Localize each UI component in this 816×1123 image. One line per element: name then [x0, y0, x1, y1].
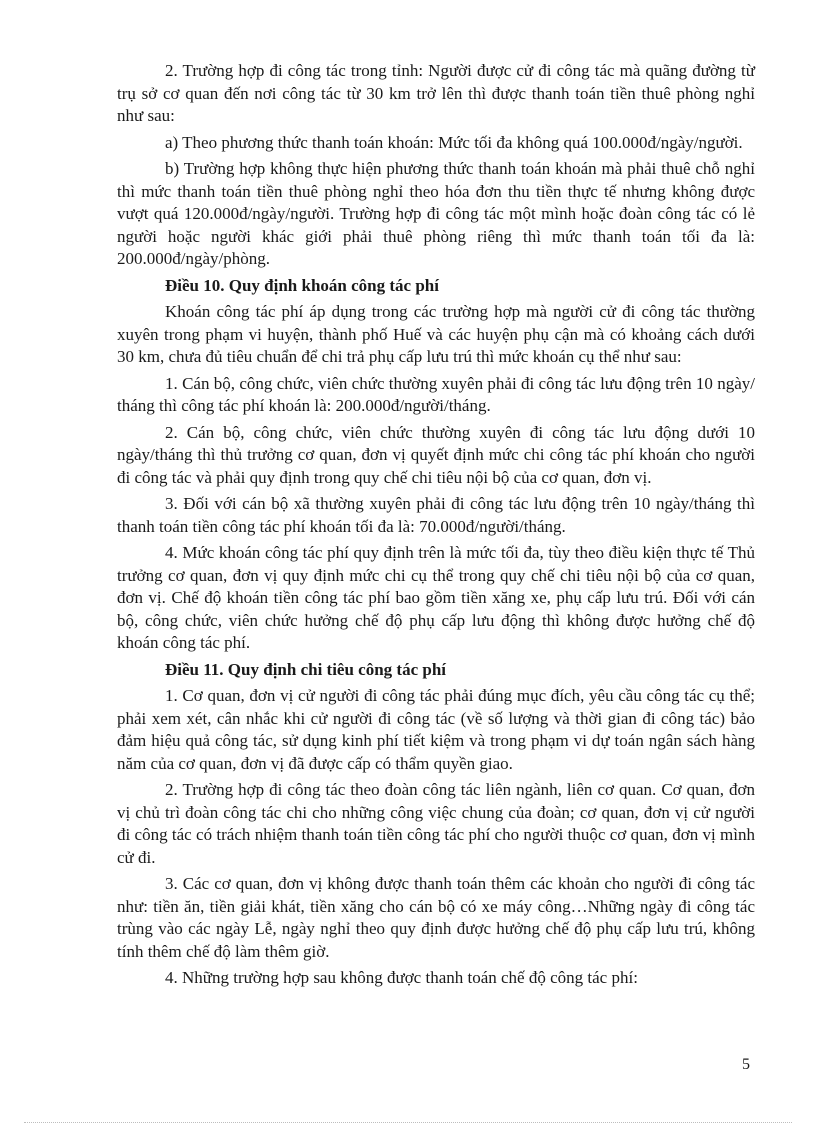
page-number: 5 [742, 1056, 750, 1073]
paragraph: 2. Cán bộ, công chức, viên chức thường xuyên đi công tác lưu động dưới 10 ngày/tháng thì thủ trưởng cơ quan, đơn vị quyết định mức chi công tác phí khoán cho người đi công tác và phải quy định trong quy chế chi tiêu nội bộ của cơ quan, đơn vị. [117, 422, 755, 487]
paragraph: 4. Mức khoán công tác phí quy định trên là mức tối đa, tùy theo điều kiện thực tế Thủ trưởng cơ quan, đơn vị quy định mức chi cụ thể trong quy chế chi tiêu nội bộ của cơ quan, đơn vị. Chế độ khoán tiền công tác phí bao gồm tiền xăng xe, phụ cấp lưu trú. Đối với cán bộ, công chức, viên chức hưởng chế độ phụ cấp lưu động thì không được hưởng chế độ khoán công tác phí. [117, 543, 755, 652]
document-body [117, 60, 755, 994]
paragraph: 2. Trường hợp đi công tác theo đoàn công tác liên ngành, liên cơ quan. Cơ quan, đơn vị chủ trì đoàn công tác chi cho những công việc chung của đoàn; cơ quan, đơn vị cử người đi công tác có trách nhiệm thanh toán tiền công tác phí cho người thuộc cơ quan, đơn vị mình cử đi. [117, 780, 755, 867]
article-heading: Điều 10. Quy định khoán công tác phí [165, 275, 439, 295]
paragraph: a) Theo phương thức thanh toán khoán: Mức tối đa không quá 100.000đ/ngày/người. [165, 132, 743, 152]
paragraph: 1. Cán bộ, công chức, viên chức thường xuyên phải đi công tác lưu động trên 10 ngày/ tháng thì công tác phí khoán là: 200.000đ/người/tháng. [117, 373, 755, 415]
paragraph: 3. Đối với cán bộ xã thường xuyên phải đi công tác lưu động trên 10 ngày/tháng thì thanh toán tiền công tác phí khoán tối đa là: 70.000đ/người/tháng. [117, 494, 755, 536]
paragraph: 3. Các cơ quan, đơn vị không được thanh toán thêm các khoản cho người đi công tác như: tiền ăn, tiền giải khát, tiền xăng cho cán bộ có xe máy công…Những ngày đi công tác trùng vào các ngày Lễ, ngày nghỉ theo quy định được hưởng chế độ phụ cấp lưu trú, không tính thêm chế độ làm thêm giờ. [117, 874, 755, 961]
paragraph: 1. Cơ quan, đơn vị cử người đi công tác phải đúng mục đích, yêu cầu công tác cụ thể; phải xem xét, cân nhắc khi cử người đi công tác (về số lượng và thời gian đi công tác) bảo đảm hiệu quả công tác, sử dụng kinh phí tiết kiệm và trong phạm vi dự toán ngân sách hàng năm của cơ quan, đơn vị đã được cấp có thẩm quyền giao. [117, 686, 755, 773]
paragraph: b) Trường hợp không thực hiện phương thức thanh toán khoán mà phải thuê chỗ nghỉ thì mức thanh toán tiền thuê phòng nghỉ theo hóa đơn thu tiền thực tế nhưng không được vượt quá 120.000đ/ngày/người. Trường hợp đi công tác một mình hoặc đoàn công tác có lẻ người hoặc người khác giới phải thuê phòng riêng thì mức thanh toán tối đa là: 200.000đ/ngày/phòng. [117, 159, 755, 268]
paragraph: 4. Những trường hợp sau không được thanh toán chế độ công tác phí: [165, 968, 638, 987]
paragraph: Khoán công tác phí áp dụng trong các trường hợp mà người cử đi công tác thường xuyên trong phạm vi huyện, thành phố Huế và các huyện phụ cận mà có khoảng cách dưới 30 km, chưa đủ tiêu chuẩn để chi trả phụ cấp lưu trú thì mức khoán cụ thể như sau: [117, 302, 755, 366]
paragraph: 2. Trường hợp đi công tác trong tỉnh: Người được cử đi công tác mà quãng đường từ trụ sở cơ quan đến nơi công tác từ 30 km trở lên thì được thanh toán tiền thuê phòng nghỉ như sau: [117, 61, 755, 125]
article-heading: Điều 11. Quy định chi tiêu công tác phí [165, 659, 447, 679]
